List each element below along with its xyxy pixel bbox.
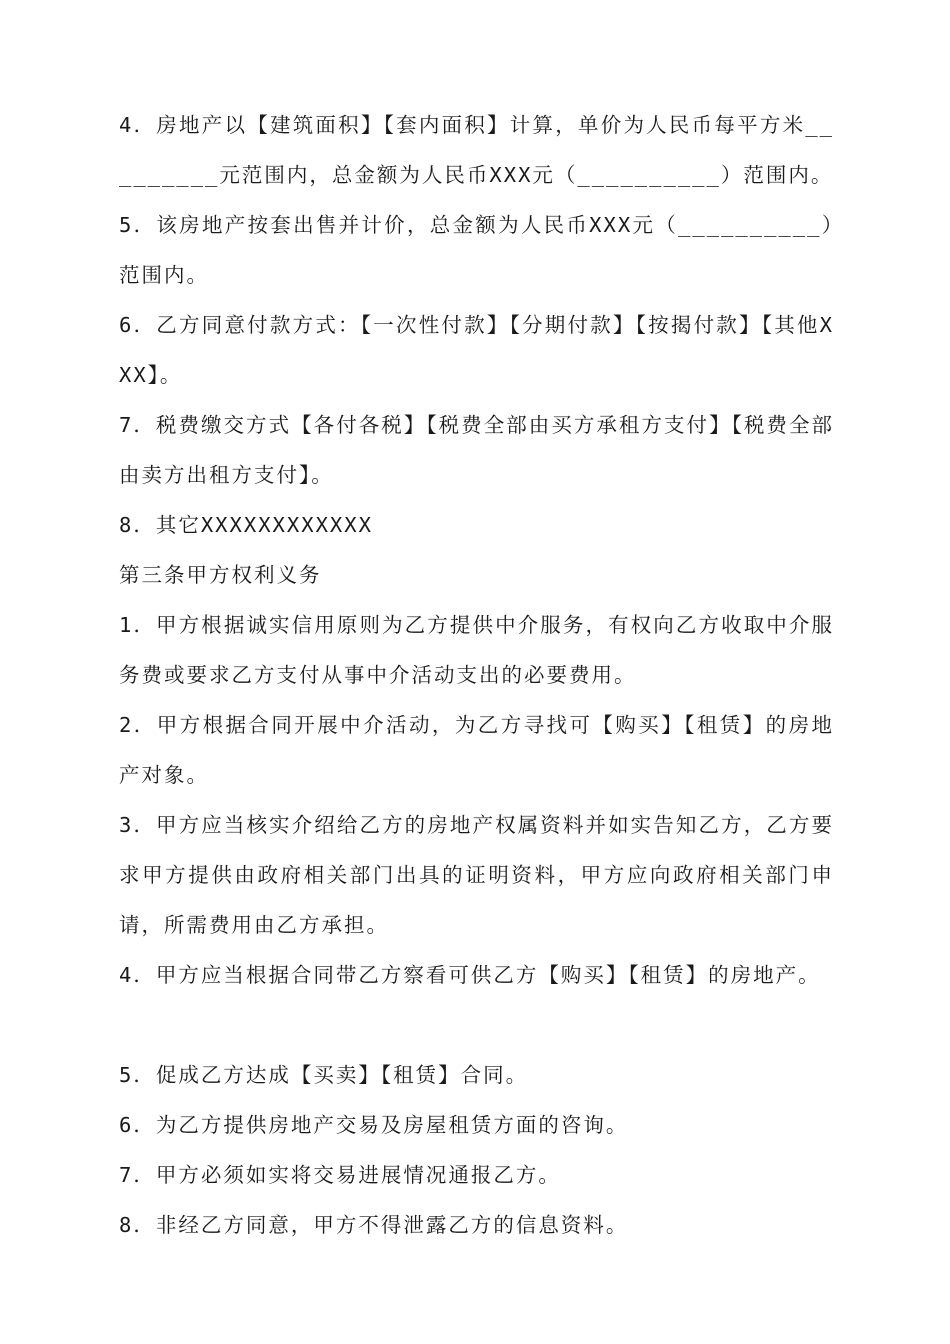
clause-6-payment-method: 6．乙方同意付款方式：【一次性付款】【分期付款】【按揭付款】【其他XXX】。 — [119, 313, 834, 387]
article-3-item-5: 5．促成乙方达成【买卖】【租赁】合同。 — [119, 1063, 529, 1087]
article-3-item-7: 7．甲方必须如实将交易进展情况通报乙方。 — [119, 1163, 561, 1187]
article-3-item-4: 4．甲方应当根据合同带乙方察看可供乙方【购买】【租赁】的房地产。 — [119, 963, 821, 987]
clause-7-tax-payment: 7．税费缴交方式【各付各税】【税费全部由买方承租方支付】【税费全部由卖方出租方支付】。 — [119, 413, 834, 487]
article-3-item-8: 8．非经乙方同意，甲方不得泄露乙方的信息资料。 — [119, 1213, 629, 1237]
clause-4-area-pricing: 4．房地产以【建筑面积】【套内面积】计算，单价为人民币每平方米_________元范围内，总金额为人民币XXX元（__________）范围内。 — [119, 113, 834, 187]
article-3-item-3: 3．甲方应当核实介绍给乙方的房地产权属资料并如实告知乙方，乙方要求甲方提供由政府相关部门出具的证明资料，甲方应向政府相关部门申请，所需费用由乙方承担。 — [119, 813, 834, 937]
clause-5-total-price: 5．该房地产按套出售并计价，总金额为人民币XXX元（__________）范围内。 — [119, 213, 834, 287]
clause-8-other: 8．其它XXXXXXXXXXXX — [119, 513, 373, 537]
document-body — [119, 100, 834, 1250]
article-3-item-1: 1．甲方根据诚实信用原则为乙方提供中介服务，有权向乙方收取中介服务费或要求乙方支付从事中介活动支出的必要费用。 — [119, 613, 834, 687]
article-3-item-6: 6．为乙方提供房地产交易及房屋租赁方面的咨询。 — [119, 1113, 629, 1137]
article-3-item-2: 2．甲方根据合同开展中介活动，为乙方寻找可【购买】【租赁】的房地产对象。 — [119, 713, 834, 787]
section-heading-article-3: 第三条甲方权利义务 — [119, 563, 322, 587]
